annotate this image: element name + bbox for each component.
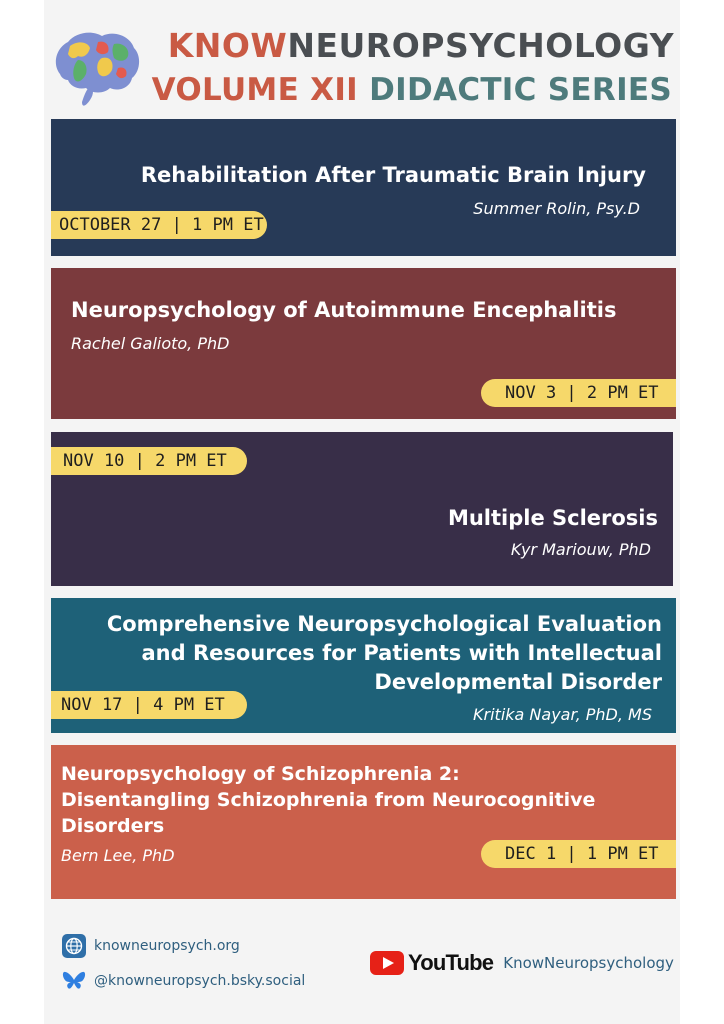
website-text: knowneuropsych.org [94,938,240,954]
session-speaker: Bern Lee, PhD [61,846,175,865]
youtube-play-icon [370,951,404,975]
session-speaker: Kyr Mariouw, PhD [510,540,651,559]
youtube-wordmark: YouTube [408,950,494,975]
session-card-5 [51,745,676,899]
date-pill: DEC 1 | 1 PM ET [481,840,676,868]
session-speaker: Rachel Galioto, PhD [71,334,230,353]
session-title [107,610,662,697]
brain-globe-logo-icon [48,28,144,110]
date-pill: OCTOBER 27 | 1 PM ET [51,211,267,239]
session-title: Rehabilitation After Traumatic Brain Injury [140,163,646,187]
volume-label: VOLUME XII [151,72,359,108]
date-pill: NOV 17 | 4 PM ET [51,691,247,719]
bluesky-handle: @knowneuropsych.bsky.social [94,973,306,989]
header [44,20,680,112]
session-title [61,761,595,839]
series-subtitle [144,72,672,108]
session-title-line: and Resources for Patients with Intellectual [141,641,662,665]
date-pill: NOV 10 | 2 PM ET [51,447,247,475]
youtube-link[interactable] [370,950,674,976]
youtube-channel-name: KnowNeuropsychology [503,954,674,972]
session-title: Neuropsychology of Autoimmune Encephalitis [71,298,617,322]
session-speaker: Kritika Nayar, PhD, MS [473,705,652,724]
website-link[interactable] [62,934,240,958]
session-title: Multiple Sclerosis [447,506,658,530]
didactic-series-label: DIDACTIC SERIES [369,72,672,108]
title-know: KNOW [167,26,288,65]
session-title-line: Disorders [61,815,165,837]
date-pill: NOV 3 | 2 PM ET [481,379,676,407]
session-title-line: Neuropsychology of Schizophrenia 2: [61,763,460,785]
series-title [144,26,674,65]
session-title-line: Comprehensive Neuropsychological Evaluation [106,612,662,636]
session-title-line: Disentangling Schizophrenia from Neurocognitive [61,789,596,811]
session-title-line: Developmental Disorder [374,670,662,694]
footer [44,908,680,1024]
session-speaker: Summer Rolin, Psy.D [473,199,640,218]
title-neuropsychology: NEUROPSYCHOLOGY [287,26,674,65]
globe-icon [62,934,86,958]
butterfly-icon [62,970,86,992]
bluesky-link[interactable] [62,970,305,992]
